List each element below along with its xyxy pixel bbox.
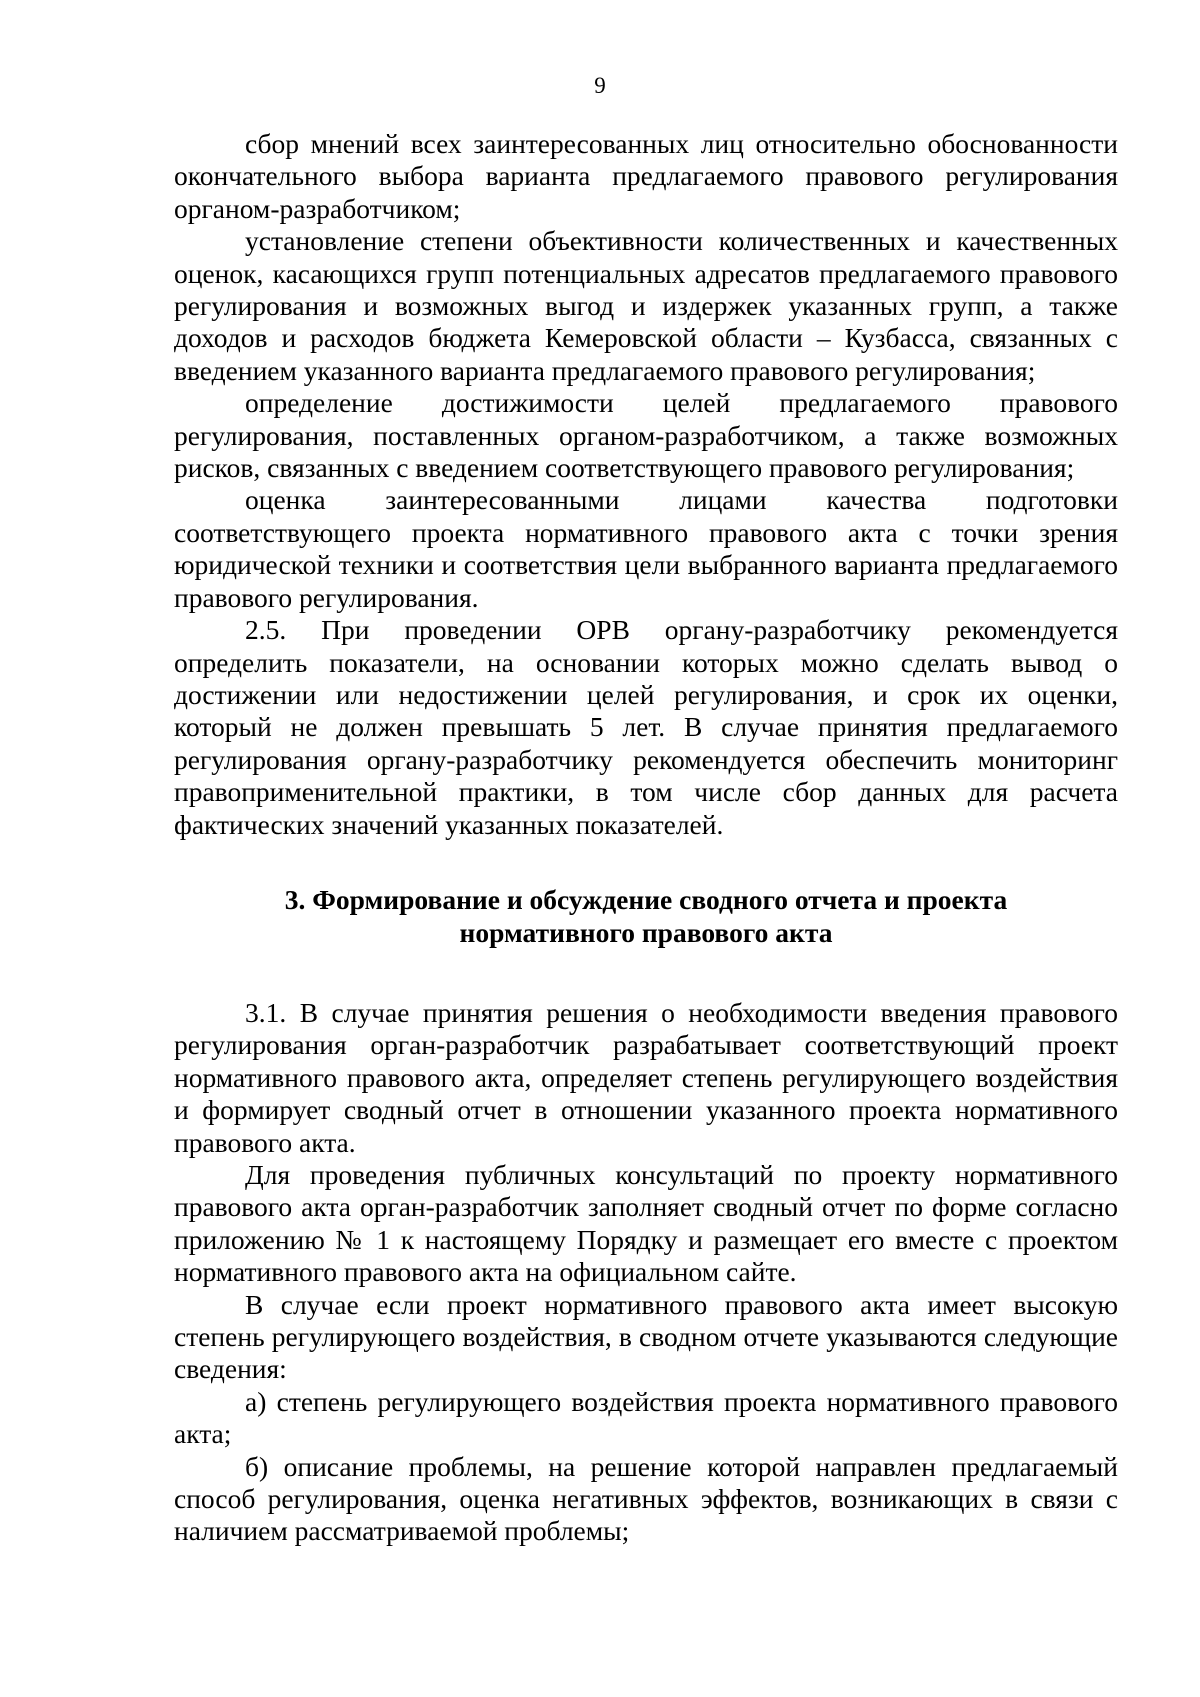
paragraph-2-5: 2.5. При проведении ОРВ органу-разработчику рекомендуется определить показатели, на основании которых можно сделать вывод о достижении или недостижении целей регулирования, и срок их оценки, который не должен превышать 5 лет. В случае принятия предлагаемого регулирования органу-разработчику рекомендуется обеспечить мониторинг правоприменительной практики, в том числе сбор данных для расчета фактических значений указанных показателей. [174,614,1118,840]
document-body [174,128,1118,1548]
page-number: 9 [594,73,606,98]
list-item-b: б) описание проблемы, на решение которой направлен предлагаемый способ регулирования, оценка негативных эффектов, возникающих в связи с наличием рассматриваемой проблемы; [174,1450,1118,1547]
section-heading-line: нормативного правового акта [459,916,833,948]
paragraph: оценка заинтересованными лицами качества подготовки соответствующего проекта нормативного правового акта с точки зрения юридической техники и соответствия цели выбранного варианта предлагаемого правового регулирования. [174,484,1118,613]
list-item-a: а) степень регулирующего воздействия проекта нормативного правового акта; [174,1385,1118,1450]
paragraph: Для проведения публичных консультаций по проекту нормативного правового акта орган-разработчик заполняет сводный отчет по форме согласно приложению № 1 к настоящему Порядку и размещает его вместе с проектом нормативного правового акта на официальном сайте. [174,1158,1118,1288]
paragraph-3-1: 3.1. В случае принятия решения о необходимости введения правового регулирования орган-разработчик разрабатывает соответствующий проект нормативного правового акта, определяет степень регулирующего воздействия и формирует сводный отчет в отношении указанного проекта нормативного правового акта. [174,996,1118,1158]
paragraph: сбор мнений всех заинтересованных лиц относительно обоснованности окончательного выбора варианта предлагаемого правового регулирования органом-разработчиком; [174,128,1118,224]
paragraph: В случае если проект нормативного правового акта имеет высокую степень регулирующего воздействия, в сводном отчете указываются следующие сведения: [174,1288,1118,1385]
section-3-heading [174,883,1118,949]
section-heading-line: 3. Формирование и обсуждение сводного отчета и проекта [284,883,1008,915]
paragraph: определение достижимости целей предлагаемого правового регулирования, поставленных органом-разработчиком, а также возможных рисков, связанных с введением соответствующего правового регулирования; [174,387,1118,484]
paragraph: установление степени объективности количественных и качественных оценок, касающихся групп потенциальных адресатов предлагаемого правового регулирования и возможных выгод и издержек указанных групп, а также доходов и расходов бюджета Кемеровской области – Кузбасса, связанных с введением указанного варианта предлагаемого правового регулирования; [174,225,1118,386]
